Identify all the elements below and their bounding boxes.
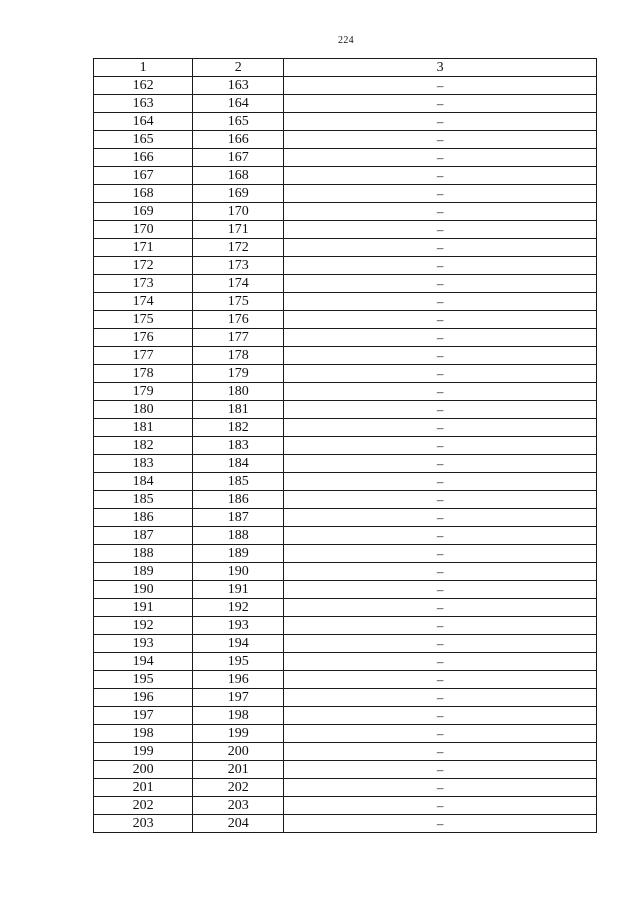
table-cell-col1: 189 [94, 563, 193, 581]
table-row [94, 671, 597, 689]
table-cell-col2: 177 [193, 329, 284, 347]
table-cell-col1: 184 [94, 473, 193, 491]
table-row [94, 365, 597, 383]
table-row [94, 743, 597, 761]
table-cell-col1: 191 [94, 599, 193, 617]
table-cell-col1: 193 [94, 635, 193, 653]
table-row [94, 689, 597, 707]
table-row [94, 527, 597, 545]
table-cell-col3: – [284, 113, 597, 131]
table-row [94, 473, 597, 491]
table-cell-col2: 201 [193, 761, 284, 779]
table-row [94, 131, 597, 149]
table-cell-col3: – [284, 815, 597, 833]
table-cell-col2: 171 [193, 221, 284, 239]
table-cell-col3: – [284, 401, 597, 419]
table-row [94, 419, 597, 437]
table-cell-col1: 165 [94, 131, 193, 149]
table-cell-col1: 182 [94, 437, 193, 455]
table-cell-col3: – [284, 563, 597, 581]
table-cell-col3: – [284, 311, 597, 329]
table-cell-col2: 186 [193, 491, 284, 509]
table-body [94, 77, 597, 833]
table-cell-col3: – [284, 239, 597, 257]
table-cell-col3: – [284, 599, 597, 617]
table-cell-col3: – [284, 221, 597, 239]
table-row [94, 617, 597, 635]
table-row [94, 797, 597, 815]
table-cell-col2: 198 [193, 707, 284, 725]
table-cell-col3: – [284, 743, 597, 761]
table-cell-col2: 176 [193, 311, 284, 329]
table-cell-col3: – [284, 95, 597, 113]
table-cell-col3: – [284, 797, 597, 815]
table-cell-col2: 168 [193, 167, 284, 185]
column-header-1: 1 [94, 59, 193, 77]
table-cell-col3: – [284, 455, 597, 473]
table-cell-col3: – [284, 167, 597, 185]
table-row [94, 581, 597, 599]
table-cell-col1: 194 [94, 653, 193, 671]
table-cell-col1: 170 [94, 221, 193, 239]
table-cell-col1: 202 [94, 797, 193, 815]
table-cell-col3: – [284, 257, 597, 275]
table-cell-col1: 167 [94, 167, 193, 185]
table-row [94, 509, 597, 527]
table-row [94, 239, 597, 257]
table-row [94, 347, 597, 365]
table-cell-col1: 198 [94, 725, 193, 743]
table-row [94, 761, 597, 779]
table-cell-col1: 171 [94, 239, 193, 257]
table-cell-col3: – [284, 203, 597, 221]
table-row [94, 257, 597, 275]
table-row [94, 95, 597, 113]
table-cell-col1: 183 [94, 455, 193, 473]
table-row [94, 383, 597, 401]
table-row [94, 221, 597, 239]
table-cell-col1: 177 [94, 347, 193, 365]
table-cell-col3: – [284, 437, 597, 455]
table-cell-col2: 203 [193, 797, 284, 815]
page-number: 224 [338, 35, 354, 46]
table-row [94, 167, 597, 185]
table-header [94, 59, 597, 77]
table-row [94, 113, 597, 131]
table-cell-col1: 179 [94, 383, 193, 401]
table-cell-col3: – [284, 347, 597, 365]
table-row [94, 725, 597, 743]
table-cell-col1: 181 [94, 419, 193, 437]
table-row [94, 203, 597, 221]
table-cell-col1: 196 [94, 689, 193, 707]
table-cell-col1: 188 [94, 545, 193, 563]
table-cell-col1: 203 [94, 815, 193, 833]
table-cell-col3: – [284, 545, 597, 563]
table-cell-col2: 165 [193, 113, 284, 131]
table-cell-col1: 195 [94, 671, 193, 689]
table-cell-col1: 176 [94, 329, 193, 347]
table-row [94, 491, 597, 509]
table-cell-col2: 174 [193, 275, 284, 293]
table-cell-col2: 189 [193, 545, 284, 563]
table-row [94, 563, 597, 581]
table-row [94, 779, 597, 797]
table-cell-col2: 184 [193, 455, 284, 473]
table-row [94, 311, 597, 329]
table-cell-col3: – [284, 725, 597, 743]
table-cell-col2: 170 [193, 203, 284, 221]
table-cell-col3: – [284, 689, 597, 707]
table-cell-col2: 182 [193, 419, 284, 437]
table-cell-col3: – [284, 293, 597, 311]
table-cell-col2: 192 [193, 599, 284, 617]
table-cell-col2: 190 [193, 563, 284, 581]
table-cell-col2: 191 [193, 581, 284, 599]
table-cell-col2: 173 [193, 257, 284, 275]
table-cell-col3: – [284, 671, 597, 689]
column-header-2: 2 [193, 59, 284, 77]
table-cell-col1: 173 [94, 275, 193, 293]
table-cell-col3: – [284, 617, 597, 635]
table-cell-col3: – [284, 527, 597, 545]
table-cell-col3: – [284, 329, 597, 347]
table-cell-col3: – [284, 365, 597, 383]
table-cell-col3: – [284, 419, 597, 437]
table-cell-col3: – [284, 653, 597, 671]
table-cell-col3: – [284, 77, 597, 95]
table-cell-col3: – [284, 635, 597, 653]
table-cell-col2: 188 [193, 527, 284, 545]
table-cell-col1: 163 [94, 95, 193, 113]
table-cell-col1: 187 [94, 527, 193, 545]
table-row [94, 437, 597, 455]
table-row [94, 185, 597, 203]
table-row [94, 599, 597, 617]
table-cell-col2: 172 [193, 239, 284, 257]
table-cell-col1: 185 [94, 491, 193, 509]
table-cell-col3: – [284, 761, 597, 779]
table-cell-col1: 168 [94, 185, 193, 203]
table-row [94, 149, 597, 167]
data-table [93, 58, 597, 833]
table-cell-col1: 169 [94, 203, 193, 221]
table-cell-col3: – [284, 707, 597, 725]
table-cell-col3: – [284, 491, 597, 509]
table-cell-col1: 197 [94, 707, 193, 725]
table-row [94, 707, 597, 725]
table-cell-col2: 180 [193, 383, 284, 401]
table-cell-col1: 172 [94, 257, 193, 275]
table-cell-col2: 179 [193, 365, 284, 383]
table-cell-col3: – [284, 473, 597, 491]
table-cell-col2: 202 [193, 779, 284, 797]
table-cell-col2: 175 [193, 293, 284, 311]
table-cell-col1: 201 [94, 779, 193, 797]
table-cell-col3: – [284, 149, 597, 167]
table-cell-col3: – [284, 275, 597, 293]
table-cell-col2: 164 [193, 95, 284, 113]
table-cell-col3: – [284, 131, 597, 149]
table-cell-col2: 195 [193, 653, 284, 671]
table-cell-col2: 185 [193, 473, 284, 491]
table-cell-col1: 174 [94, 293, 193, 311]
table-cell-col1: 180 [94, 401, 193, 419]
table-row [94, 815, 597, 833]
table-cell-col1: 190 [94, 581, 193, 599]
table-row [94, 293, 597, 311]
table-row [94, 635, 597, 653]
table-cell-col2: 166 [193, 131, 284, 149]
table-cell-col3: – [284, 185, 597, 203]
table-cell-col2: 193 [193, 617, 284, 635]
table-row [94, 275, 597, 293]
table-cell-col2: 204 [193, 815, 284, 833]
table-cell-col2: 163 [193, 77, 284, 95]
table-cell-col1: 162 [94, 77, 193, 95]
table-cell-col1: 178 [94, 365, 193, 383]
table-cell-col1: 199 [94, 743, 193, 761]
table-cell-col3: – [284, 779, 597, 797]
table-cell-col3: – [284, 509, 597, 527]
table-cell-col3: – [284, 383, 597, 401]
table-cell-col2: 197 [193, 689, 284, 707]
table-row [94, 77, 597, 95]
table-cell-col1: 175 [94, 311, 193, 329]
table-cell-col2: 183 [193, 437, 284, 455]
table-cell-col3: – [284, 581, 597, 599]
table-cell-col2: 169 [193, 185, 284, 203]
table-cell-col1: 186 [94, 509, 193, 527]
table-cell-col2: 181 [193, 401, 284, 419]
table-row [94, 401, 597, 419]
table-cell-col1: 164 [94, 113, 193, 131]
table-cell-col1: 192 [94, 617, 193, 635]
table-cell-col2: 196 [193, 671, 284, 689]
table-row [94, 545, 597, 563]
table-cell-col2: 199 [193, 725, 284, 743]
table-row [94, 653, 597, 671]
table-cell-col2: 194 [193, 635, 284, 653]
table-row [94, 329, 597, 347]
table-cell-col2: 200 [193, 743, 284, 761]
table-row [94, 455, 597, 473]
table-cell-col1: 200 [94, 761, 193, 779]
table-cell-col1: 166 [94, 149, 193, 167]
column-header-3: 3 [284, 59, 597, 77]
header-row [94, 59, 597, 77]
table-cell-col2: 187 [193, 509, 284, 527]
table-cell-col2: 178 [193, 347, 284, 365]
table-cell-col2: 167 [193, 149, 284, 167]
